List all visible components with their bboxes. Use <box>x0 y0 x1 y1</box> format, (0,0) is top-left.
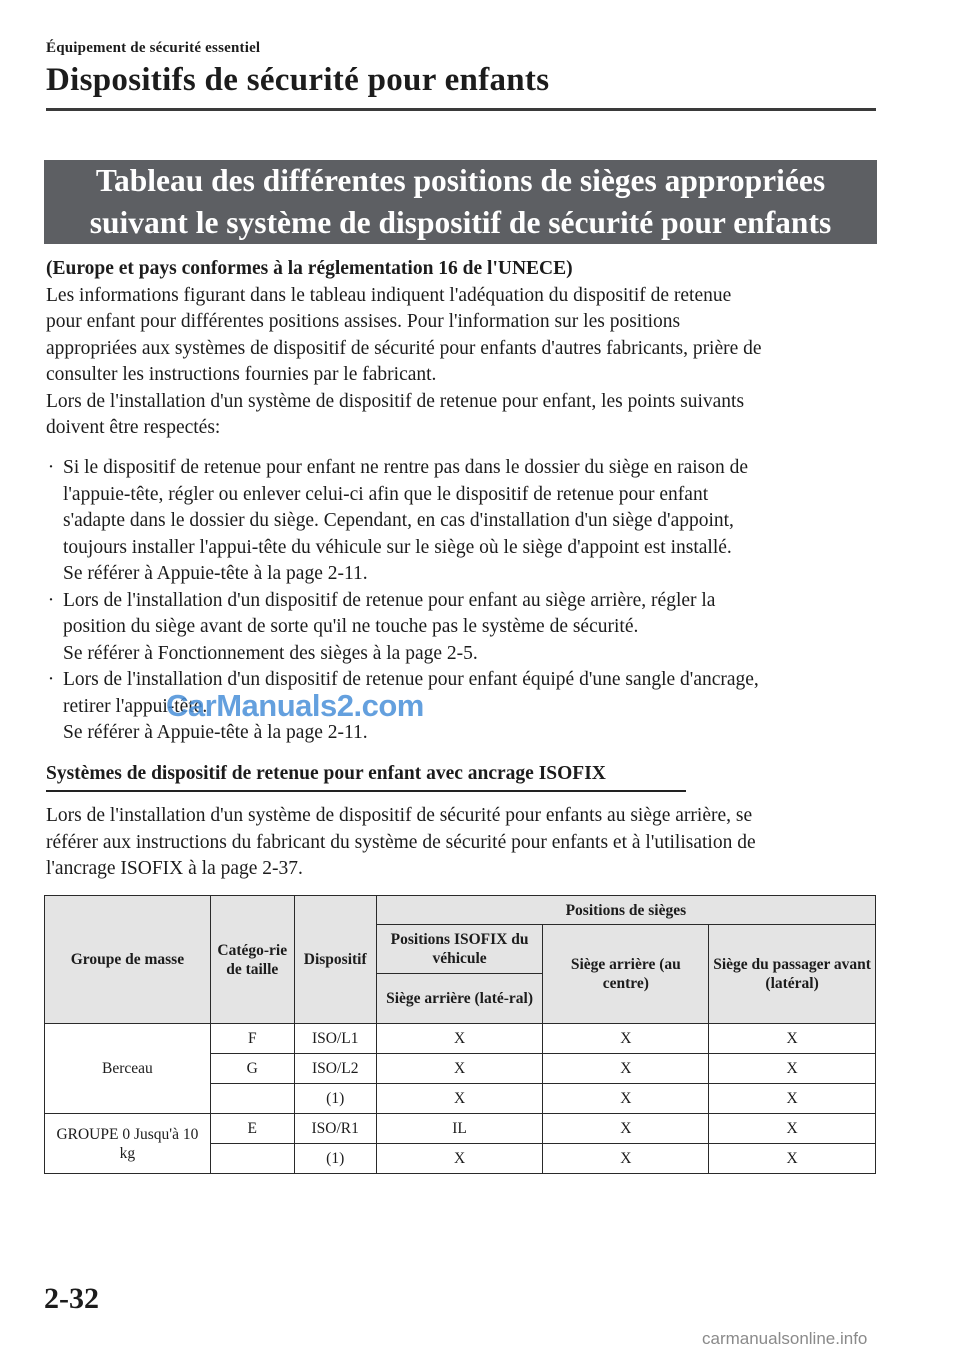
front-passenger-cell: X <box>709 1024 876 1054</box>
isofix-line: l'ancrage ISOFIX à la page 2-37. <box>46 858 303 879</box>
rear-outboard-cell: IL <box>376 1114 543 1144</box>
bullet-line: toujours installer l'appui-tête du véhicule sur le siège où le siège d'appoint est installé. <box>63 536 732 558</box>
fixture-cell: ISO/L1 <box>294 1024 376 1054</box>
isofix-line: référer aux instructions du fabricant du système de sécurité pour enfants et à l'utilisation de <box>46 831 756 853</box>
rear-outboard-cell: X <box>376 1084 543 1114</box>
header-isofix-positions: Positions ISOFIX du véhicule <box>376 925 543 974</box>
rear-center-cell: X <box>543 1024 709 1054</box>
rear-center-cell: X <box>543 1114 709 1144</box>
bullet-line: retirer l'appui-tête. <box>63 695 208 717</box>
rear-center-cell: X <box>543 1084 709 1114</box>
list-item <box>46 455 876 588</box>
cross-reference: Se référer à Appuie-tête à la page 2-11. <box>63 722 368 743</box>
header-front-passenger: Siège du passager avant (latéral) <box>709 925 876 1024</box>
rear-outboard-cell: X <box>376 1054 543 1084</box>
size-cell: F <box>210 1024 294 1054</box>
fixture-cell: (1) <box>294 1084 376 1114</box>
watermark-logo: CarManuals2.com <box>166 688 424 723</box>
header-mass-group: Groupe de masse <box>45 896 211 1024</box>
rear-outboard-cell: X <box>376 1144 543 1174</box>
isofix-line: Lors de l'installation d'un système de dispositif de sécurité pour enfants au siège arrière, se <box>46 805 753 826</box>
list-item <box>46 588 876 668</box>
page-title: Dispositifs de sécurité pour enfants <box>46 62 550 98</box>
title-divider <box>46 108 876 111</box>
bullet-line: Lors de l'installation d'un dispositif de retenue pour enfant équipé d'une sangle d'ancrage, <box>63 669 759 690</box>
banner-line-1: Tableau des différentes positions de sièges appropriées <box>95 163 826 198</box>
size-cell: G <box>210 1054 294 1084</box>
region-subheading: (Europe et pays conformes à la réglementation 16 de l'UNECE) <box>46 258 573 279</box>
fixture-cell: ISO/R1 <box>294 1114 376 1144</box>
bullet-glyph: · <box>47 589 55 611</box>
intro-line: pour enfant pour différentes positions assises. Pour l'information sur les positions <box>46 311 681 332</box>
mass-group-cell: GROUPE 0 Jusqu'à 10 kg <box>45 1114 211 1174</box>
header-size-category: Catégo-rie de taille <box>210 896 294 1024</box>
bullet-line: Si le dispositif de retenue pour enfant ne rentre pas dans le dossier du siège en raison de <box>63 457 749 478</box>
banner-line-2: suivant le système de dispositif de sécurité pour enfants <box>89 205 832 240</box>
size-cell <box>210 1144 294 1174</box>
cross-reference: Se référer à Appuie-tête à la page 2-11. <box>63 563 368 584</box>
bullet-line: s'adapte dans le dossier du siège. Cependant, en cas d'installation d'un siège d'appoint, <box>63 510 734 531</box>
front-passenger-cell: X <box>709 1144 876 1174</box>
isofix-heading: Systèmes de dispositif de retenue pour enfant avec ancrage ISOFIX <box>46 763 606 784</box>
header-rear-outboard: Siège arrière (laté-ral) <box>376 974 543 1024</box>
mass-group-cell: Berceau <box>45 1024 211 1114</box>
intro-line: consulter les instructions fournies par le fabricant. <box>46 364 437 385</box>
table-row <box>45 1024 876 1054</box>
cross-reference: Se référer à Fonctionnement des sièges à la page 2-5. <box>63 642 478 664</box>
section-label: Équipement de sécurité essentiel <box>46 40 261 56</box>
table-heading-banner <box>44 160 877 244</box>
rear-center-cell: X <box>543 1054 709 1084</box>
bullet-line: l'appuie-tête, régler ou enlever celui-ci afin que le dispositif de retenue pour enfant <box>63 483 709 505</box>
header-rear-center: Siège arrière (au centre) <box>543 925 709 1024</box>
size-cell: E <box>210 1114 294 1144</box>
fixture-cell: (1) <box>294 1144 376 1174</box>
rear-center-cell: X <box>543 1144 709 1174</box>
front-passenger-cell: X <box>709 1054 876 1084</box>
header-seating-positions: Positions de sièges <box>376 896 875 925</box>
intro-paragraph <box>46 256 876 442</box>
isofix-heading-underline <box>46 790 686 792</box>
bullet-glyph: · <box>47 669 55 690</box>
bullet-line: Lors de l'installation d'un dispositif de retenue pour enfant au siège arrière, régler la <box>63 589 716 611</box>
table-row <box>45 1114 876 1144</box>
intro-line: Lors de l'installation d'un système de dispositif de retenue pour enfant, les points suivants <box>46 390 745 412</box>
site-brand-footer: carmanualsonline.info <box>702 1329 868 1348</box>
header-fixture: Dispositif <box>294 896 376 1024</box>
intro-line: appropriées aux systèmes de dispositif de sécurité pour enfants d'autres fabricants, prière de <box>46 337 762 359</box>
intro-line: Les informations figurant dans le tableau indiquent l'adéquation du dispositif de retenue <box>46 284 732 306</box>
rear-outboard-cell: X <box>376 1024 543 1054</box>
fixture-cell: ISO/L2 <box>294 1054 376 1084</box>
page-number: 2-32 <box>44 1282 99 1315</box>
front-passenger-cell: X <box>709 1114 876 1144</box>
intro-line: doivent être respectés: <box>46 417 221 438</box>
isofix-paragraph <box>46 803 876 883</box>
bullet-line: position du siège avant de sorte qu'il ne touche pas le système de sécurité. <box>63 616 639 637</box>
front-passenger-cell: X <box>709 1084 876 1114</box>
size-cell <box>210 1084 294 1114</box>
bullet-glyph: · <box>47 457 55 478</box>
isofix-suitability-table <box>44 895 876 1174</box>
